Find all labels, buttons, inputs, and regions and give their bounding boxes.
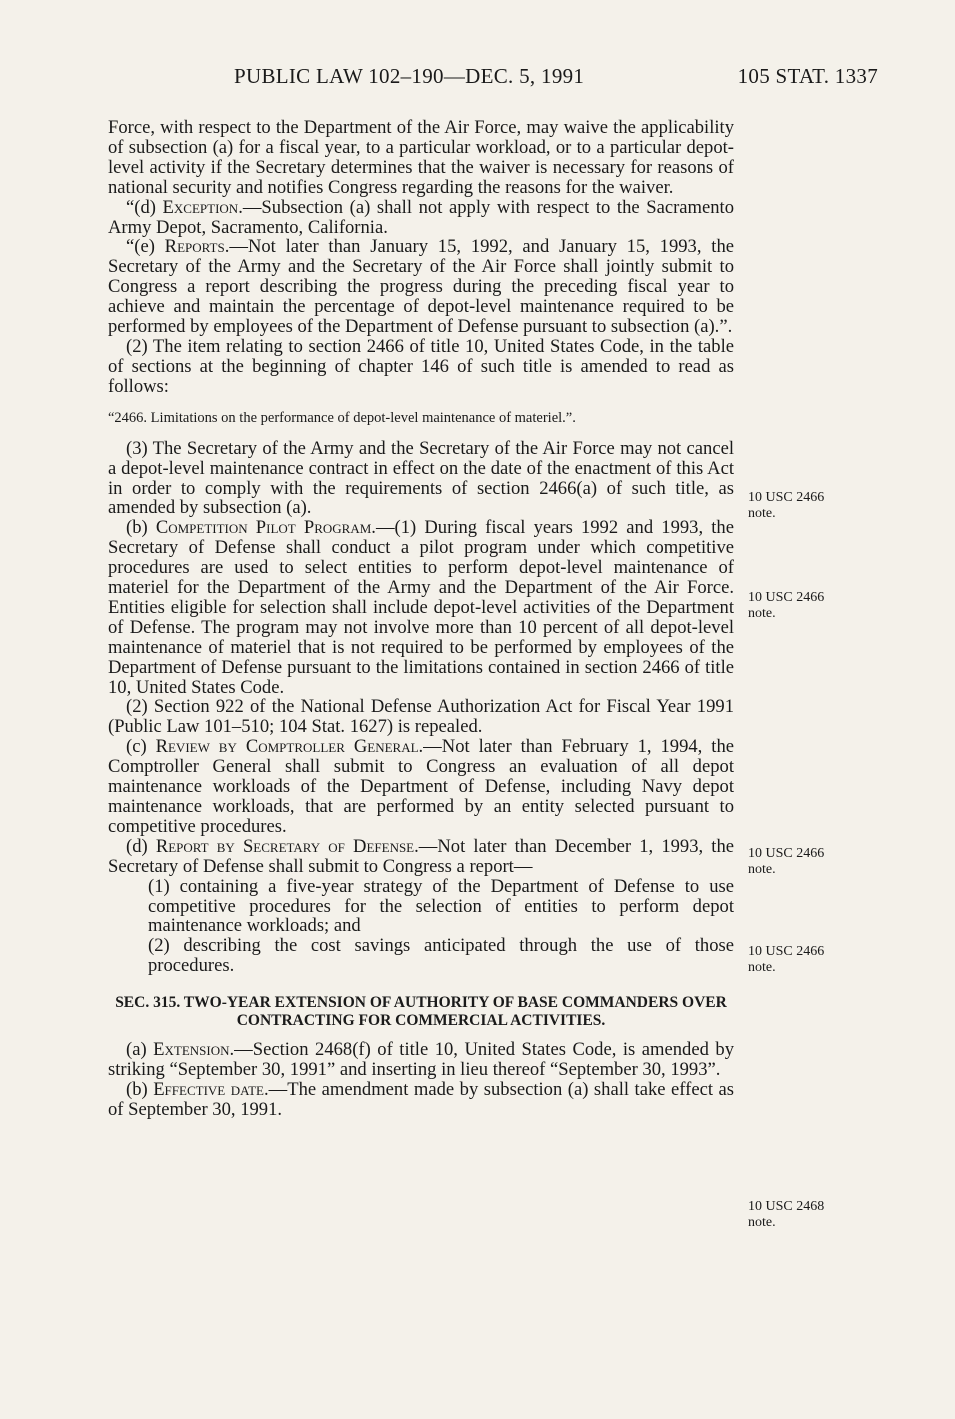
margin-note bbox=[748, 490, 858, 522]
page-header bbox=[108, 64, 878, 94]
margin-note bbox=[748, 590, 858, 622]
body-text bbox=[108, 118, 734, 1120]
subsection-heading: Reports bbox=[164, 236, 225, 258]
margin-note-label: note. bbox=[748, 960, 776, 975]
paragraph-lead: (a) bbox=[126, 1039, 154, 1061]
subsection-heading: Extension bbox=[153, 1039, 230, 1061]
margin-note bbox=[748, 846, 858, 878]
paragraph-text: .—The amendment made by subsection (a) shall take effect as of September 30, 1991. bbox=[108, 1078, 734, 1120]
margin-note bbox=[748, 944, 858, 976]
paragraph-report-item-2: (2) describing the cost savings anticipated through the use of those procedures. bbox=[148, 935, 734, 977]
paragraph-text: .—Subsection (a) shall not apply with respect to the Sacramento Army Depot, Sacramento, California. bbox=[108, 196, 734, 238]
paragraph-exception bbox=[108, 198, 734, 238]
paragraph-lead: “(e) bbox=[126, 236, 165, 258]
header-title: PUBLIC LAW 102–190—DEC. 5, 1991 bbox=[234, 64, 585, 88]
subsection-heading: Review by Comptroller General bbox=[155, 736, 419, 758]
paragraph-extension bbox=[108, 1040, 734, 1080]
subsection-heading: Competition Pilot Program bbox=[155, 517, 372, 539]
paragraph-report-item-1: (1) containing a five-year strategy of the Department of Defense to use competitive procedures for the selection of entities to perform depot maintenance workloads; and bbox=[148, 875, 734, 937]
subsection-heading: Exception bbox=[162, 196, 239, 218]
paragraph-lead: (c) bbox=[126, 736, 156, 758]
margin-note-label: note. bbox=[748, 862, 776, 877]
paragraph-waiver: Force, with respect to the Department of the Air Force, may waive the applicability of subsection (a) for a fiscal year, to a particular workload, or to a particular depot-level activity if the Secretary determines that the waiver is necessary for reasons of national security and notifies Congress regarding the reasons for the waiver. bbox=[108, 117, 734, 198]
header-page-number: 105 STAT. 1337 bbox=[737, 64, 878, 88]
paragraph-effective-date bbox=[108, 1080, 734, 1120]
paragraph-text: .—(1) During fiscal years 1992 and 1993, the Secretary of Defense shall conduct a pilot program under which competitive procedures are used to select entities to perform depot-level maintenance of materiel for the Department of the Army and the Department of the Air Force. Entities eligible for selection shall include depot-level activities of the Department of Defense. The program may not involve more than 10 percent of all depot-level maintenance of materiel that is not required to be performed by employees of the Department of Defense pursuant to the limitations contained in section 2466 of title 10, United States Code. bbox=[108, 517, 734, 698]
section-item-line: “2466. Limitations on the performance of depot-level maintenance of materiel.”. bbox=[108, 409, 576, 426]
paragraph-repeal: (2) Section 922 of the National Defense Authorization Act for Fiscal Year 1991 (Public Law 101–510; 104 Stat. 1627) is repealed. bbox=[108, 696, 734, 738]
paragraph-text: .—Not later than February 1, 1994, the Comptroller General shall submit to Congress an evaluation of all depot maintenance workloads of the Department of Defense, including Navy depot maintenance workloads, that are performed by an entity selected pursuant to competitive procedures. bbox=[108, 736, 734, 837]
paragraph-lead: (b) bbox=[126, 1078, 154, 1100]
paragraph-comptroller-review bbox=[108, 737, 734, 837]
paragraph-lead: (b) bbox=[126, 517, 156, 539]
paragraph-secdef-report bbox=[108, 837, 734, 877]
paragraph-text: .—Section 2468(f) of title 10, United States Code, is amended by striking “September 30, 1991” and inserting in lieu thereof “September 30, 1993”. bbox=[108, 1039, 734, 1081]
margin-note-label: note. bbox=[748, 606, 776, 621]
paragraph-pilot-program bbox=[108, 518, 734, 697]
margin-note-citation: 10 USC 2466 bbox=[748, 590, 825, 605]
margin-note-citation: 10 USC 2466 bbox=[748, 944, 825, 959]
margin-note-label: note. bbox=[748, 506, 776, 521]
subsection-heading: Effective date bbox=[153, 1078, 264, 1100]
paragraph-table-item: (2) The item relating to section 2466 of title 10, United States Code, in the table of sections at the beginning of chapter 146 of such title is amended to read as follows: bbox=[108, 335, 734, 397]
paragraph-lead: (d) bbox=[126, 835, 156, 857]
margin-note-citation: 10 USC 2466 bbox=[748, 490, 825, 505]
paragraph-contract-cancel: (3) The Secretary of the Army and the Secretary of the Air Force may not cancel a depot-level maintenance contract in effect on the date of the enactment of this Act in order to comply with the requirements of section 2466(a) of such title, as amended by subsection (a). bbox=[108, 437, 734, 519]
paragraph-text: .—Not later than December 1, 1993, the Secretary of Defense shall submit to Congress a report— bbox=[108, 835, 735, 877]
paragraph-text: .—Not later than January 15, 1992, and January 15, 1993, the Secretary of the Army and the Secretary of the Air Force shall jointly submit to Congress a report describing the progress during the preceding fiscal year to achieve and maintain the percentage of depot-level maintenance required to be performed by employees of the Department of Defense pursuant to subsection (a).”. bbox=[108, 236, 734, 338]
paragraph-lead: “(d) bbox=[126, 196, 163, 218]
margin-note-label: note. bbox=[748, 1215, 776, 1230]
margin-note-citation: 10 USC 2468 bbox=[748, 1199, 825, 1214]
subsection-heading: Report by Secretary of Defense bbox=[155, 835, 415, 857]
margin-note-citation: 10 USC 2466 bbox=[748, 846, 825, 861]
margin-note bbox=[748, 1199, 858, 1231]
paragraph-reports bbox=[108, 237, 734, 337]
section-heading: SEC. 315. TWO-YEAR EXTENSION OF AUTHORITY OF BASE COMMANDERS OVER CONTRACTING FOR COMMERCIAL ACTIVITIES. bbox=[115, 994, 727, 1030]
